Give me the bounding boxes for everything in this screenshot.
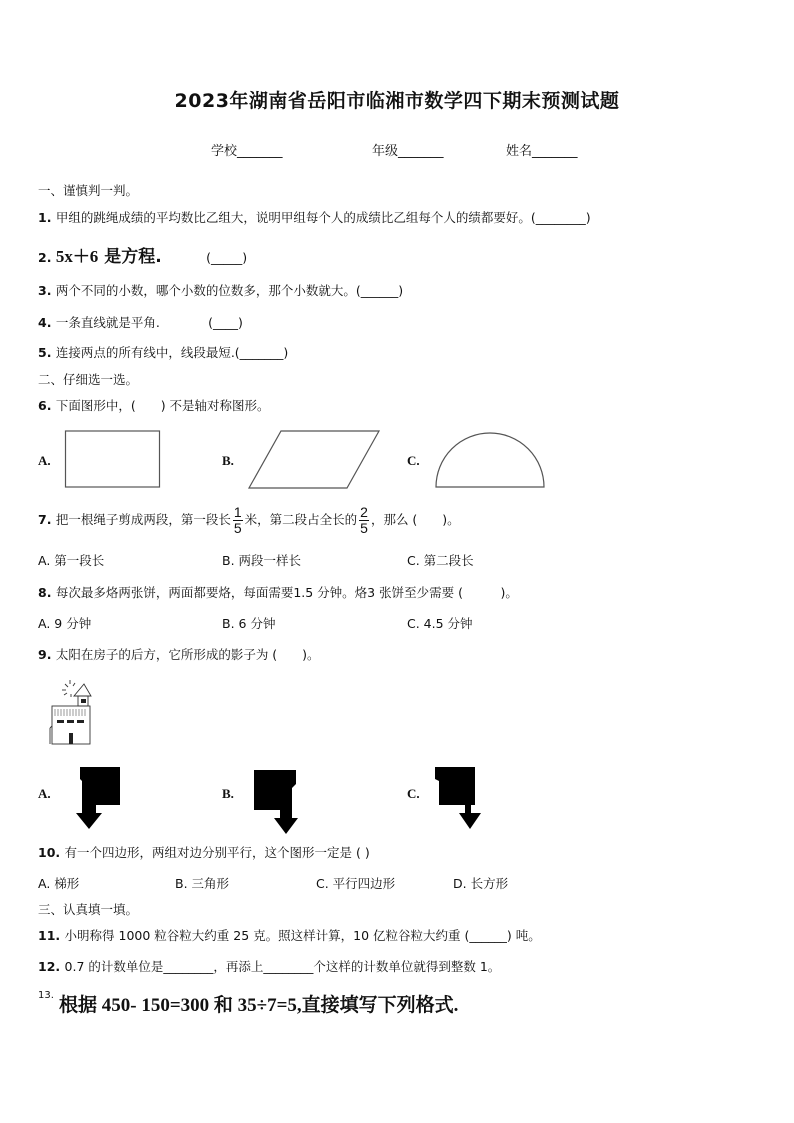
question-text: 有一个四边形，两组对边分别平行，这个图形一定是 ( ) xyxy=(64,845,370,860)
option-c: C. xyxy=(407,453,420,468)
q8-option-b: B. 6 分钟 xyxy=(222,616,276,631)
shadow-option-a-icon xyxy=(78,767,123,831)
rectangle-shape xyxy=(65,430,161,488)
name-field: 姓名_______ xyxy=(506,144,578,159)
question-6 xyxy=(38,396,270,414)
question-number: 12. xyxy=(38,959,61,974)
q8-option-a: A. 9 分钟 xyxy=(38,616,92,631)
answer-blank: (_____) xyxy=(206,250,248,265)
semicircle-shape xyxy=(435,432,547,490)
question-number: 8. xyxy=(38,585,52,600)
question-text: 一条直线就是平角. xyxy=(55,315,160,330)
q10-option-b: B. 三角形 xyxy=(175,876,230,891)
q7-option-a: A. 第一段长 xyxy=(38,553,105,568)
section-heading-1: 一、谨慎判一判。 xyxy=(38,183,139,198)
q9-option-c: C. xyxy=(407,786,420,801)
fraction-two-fifths: $\frac{2}{5}$ xyxy=(360,504,368,536)
question-text: 根据 450- 150=300 和 35÷7=5,直接填写下列格式. xyxy=(59,995,459,1016)
question-number: 3. xyxy=(38,283,52,298)
question-text: 小明称得 1000 粒谷粒大约重 25 克。照这样计算，10 亿粒谷粒大约重 (______) 吨。 xyxy=(64,928,541,943)
page-title: 2023年湖南省岳阳市临湘市数学四下期末预测试题 xyxy=(174,90,620,112)
question-number: 10. xyxy=(38,845,61,860)
fraction-one-fifth: $\frac{1}{5}$ xyxy=(233,504,242,536)
house-with-sun-icon xyxy=(48,678,98,746)
question-number: 11. xyxy=(38,928,61,943)
question-number: 6. xyxy=(38,398,52,413)
school-field: 学校_______ xyxy=(211,144,283,159)
question-number: 5. xyxy=(38,345,52,360)
q10-option-c: C. 平行四边形 xyxy=(316,876,396,891)
q7-option-c: C. 第二段长 xyxy=(407,553,474,568)
q9-option-b: B. xyxy=(222,786,234,801)
q7-option-b: B. 两段一样长 xyxy=(222,553,302,568)
question-11 xyxy=(38,926,541,944)
option-a: A. xyxy=(38,453,51,468)
q9-option-a: A. xyxy=(38,786,51,801)
grade-field: 年级_______ xyxy=(372,144,444,159)
question-3 xyxy=(38,281,403,299)
question-text: 太阳在房子的后方，它所形成的影子为 ( )。 xyxy=(55,647,320,662)
question-text: 是方程. xyxy=(98,247,162,267)
question-text: 连接两点的所有线中，线段最短.(_______) xyxy=(55,345,289,360)
question-10 xyxy=(38,843,370,861)
question-number: 9. xyxy=(38,647,52,662)
question-text: 每次最多烙两张饼，两面都要烙，每面需要1.5 分钟。烙3 张饼至少需要 ( )。 xyxy=(55,585,518,600)
question-9 xyxy=(38,645,320,663)
q10-option-a: A. 梯形 xyxy=(38,876,80,891)
question-text: 下面图形中，( ) 不是轴对称图形。 xyxy=(55,398,270,413)
question-text: 两个不同的小数，哪个小数的位数多，那个小数就大。(______) xyxy=(55,283,404,298)
question-2 xyxy=(38,242,247,267)
question-8 xyxy=(38,583,518,601)
option-b: B. xyxy=(222,453,234,468)
question-5 xyxy=(38,343,288,361)
question-text: 甲组的跳绳成绩的平均数比乙组大，说明甲组每个人的成绩比乙组每个人的绩都要好。(________) xyxy=(55,210,591,225)
question-number: 1. xyxy=(38,210,52,225)
question-expression: 5x＋6 xyxy=(55,247,99,266)
question-12 xyxy=(38,957,500,975)
q8-option-c: C. 4.5 分钟 xyxy=(407,616,473,631)
question-number: 13. xyxy=(38,990,54,1001)
question-number: 7. xyxy=(38,512,52,527)
question-number: 2. xyxy=(38,250,52,265)
parallelogram-shape xyxy=(248,430,382,490)
section-heading-2: 二、仔细选一选。 xyxy=(38,372,139,387)
shadow-option-b-icon xyxy=(254,770,300,836)
shadow-option-c-icon xyxy=(435,767,483,831)
question-1 xyxy=(38,208,591,226)
question-7: 7. 把一根绳子剪成两段，第一段长 $\frac{1}{5}$ 米，第二段占全长的 $\frac{2}{5}$ ，那么 ( )。 xyxy=(38,504,460,536)
question-number: 4. xyxy=(38,315,52,330)
question-4 xyxy=(38,313,243,331)
q10-option-d: D. 长方形 xyxy=(453,876,509,891)
section-heading-3: 三、认真填一填。 xyxy=(38,902,139,917)
answer-blank: (____) xyxy=(208,315,243,330)
question-text: 0.7 的计数单位是________，再添上________个这样的计数单位就得到整数 1。 xyxy=(64,959,501,974)
question-13 xyxy=(38,990,458,1017)
